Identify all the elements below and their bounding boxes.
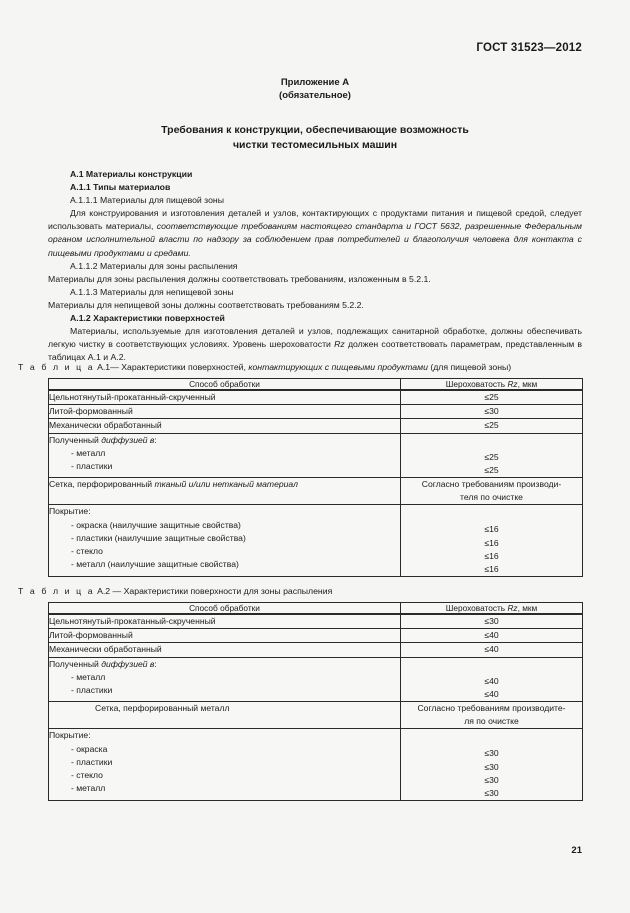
page-title-line-2: чистки тестомесильных машин (232, 139, 398, 151)
table-a1-r6-method-title: Покрытие: (49, 506, 91, 517)
table-a2-r4-prefix: Полученный (49, 658, 102, 669)
table-a2-col-roughness-symbol: Rz (507, 603, 518, 613)
table-row (49, 702, 583, 729)
section-heading-a1-2: А.1.2 Характеристики поверхностей (70, 313, 225, 324)
table-a2-r4-sub-1: - металл (71, 671, 106, 682)
paragraph-a1-2-part-2: должен соответствовать параметрам, представленным в таблицах А.1 и А.2. (48, 339, 583, 363)
paragraph-a1-1-3: Материалы для непищевой зоны должны соответствовать требованиям 5.2.2. (48, 299, 364, 310)
table-row (49, 433, 583, 477)
table-a2-r5-value-line-2: ля по очистке (464, 716, 519, 727)
annex-heading-block (48, 76, 582, 102)
table-row (49, 478, 583, 505)
table-a2-r6-values (401, 729, 583, 801)
table-a1-r6-value-2: ≤16 (484, 537, 499, 548)
table-row (49, 614, 583, 629)
table-a2-col-roughness-prefix: Шероховатость (445, 603, 508, 613)
table-a1-r2-method: Литой-формованный (49, 405, 401, 419)
table-a2-r4-value-2: ≤40 (484, 688, 499, 699)
table-a2-col-roughness (401, 603, 583, 615)
table-a1-r1-method: Цельнотянутый-прокатанный-скрученный (49, 390, 401, 405)
annex-label: Приложение А (280, 77, 350, 88)
table-a2-r6-value-2: ≤30 (484, 761, 499, 772)
table-a1-r5-value-line-1: Согласно требованиям производи- (421, 479, 562, 490)
table-a2-r4-values (401, 657, 583, 701)
table-a1-r5-method (49, 478, 401, 505)
table-a2-r6-sub-2: - пластики (71, 756, 113, 767)
table-a2-r6-sub-3: - стекло (71, 770, 103, 781)
section-heading-a1-1: А.1.1 Типы материалов (70, 182, 171, 193)
paragraph-a1-2 (48, 325, 582, 364)
table-a2-r3-value: ≤40 (401, 643, 583, 657)
table-a2-r5-value (401, 702, 583, 729)
table-a1-r6-method (49, 505, 401, 577)
table-a2-r3-method: Механически обработанный (49, 643, 401, 657)
table-a2-r6-method (49, 729, 401, 801)
table-a2-r6-value-3: ≤30 (484, 774, 499, 785)
table-a1-header-row (49, 379, 583, 391)
page-number: 21 (571, 845, 582, 856)
table-a1-r6-value-1: ≤16 (484, 524, 499, 535)
table-row (49, 729, 583, 801)
table-a1-col-roughness-prefix: Шероховатость (445, 379, 508, 389)
section-heading-a1-1-1: А.1.1.1 Материалы для пищевой зоны (70, 195, 224, 206)
table-a1-r4-italic: диффузией в (101, 434, 155, 445)
table-a1-r4-method-title (49, 434, 400, 447)
table-a1-r3-value: ≤25 (401, 419, 583, 433)
table-a2-r5-value-line-1: Согласно требованиям производите- (417, 703, 566, 714)
paragraph-a1-1-2: Материалы для зоны распыления должны соответствовать требованиям, изложенным в 5.2.1. (48, 273, 431, 284)
table-a1-caption-text-1: Характеристики поверхностей, (118, 362, 249, 372)
table-a2-r2-value: ≤40 (401, 629, 583, 643)
table-a1-col-roughness (401, 379, 583, 391)
table-a1-r4-prefix: Полученный (49, 434, 102, 445)
table-a2-col-roughness-suffix: , мкм (517, 603, 538, 613)
table-a2-r2-method: Литой-формованный (49, 629, 401, 643)
table-a2-r4-method-title (49, 658, 400, 671)
table-a1-r6-sub-4: - металл (наилучшие защитные свойства) (71, 559, 239, 570)
table-a1-r3-method: Механически обработанный (49, 419, 401, 433)
section-heading-a1-1-2: А.1.1.2 Материалы для зоны распыления (70, 260, 238, 271)
table-a1-r4-value-2: ≤25 (484, 464, 499, 475)
table-a1-r6-sub-1: - окраска (наилучшие защитные свойства) (71, 519, 241, 530)
document-header-standard-ref: ГОСТ 31523—2012 (476, 42, 582, 54)
table-a1-caption-label: Т а б л и ц а (18, 362, 95, 372)
table-a1-r2-value: ≤30 (401, 405, 583, 419)
table-a1-caption (18, 361, 511, 373)
table-a1-r6-sub-2: - пластики (наилучшие защитные свойства) (71, 532, 246, 543)
table-a1-r6-value-4: ≤16 (484, 564, 499, 575)
table-a1-caption-number: А.1— (97, 362, 119, 372)
section-heading-a1: А.1 Материалы конструкции (70, 169, 193, 179)
table-a2-r4-method (49, 657, 401, 701)
table-a2-col-method: Способ обработки (49, 603, 401, 615)
table-a1-caption-text-2: (для пищевой зоны) (427, 362, 512, 372)
table-a2-r6-method-title: Покрытие: (49, 730, 91, 741)
table-a1-r6-values (401, 505, 583, 577)
paragraph-a1-1-1 (48, 207, 582, 259)
table-a1-col-method: Способ обработки (49, 379, 401, 391)
table-row (49, 643, 583, 657)
table-a1-r5-italic: тканый и/или нетканый материал (154, 479, 298, 490)
table-a1-col-roughness-symbol: Rz (507, 379, 518, 389)
table-a1-r5-prefix: Сетка, перфорированный (49, 479, 155, 490)
table-a1-r4-suffix: : (154, 434, 157, 445)
table-a2-r6-value-4: ≤30 (484, 788, 499, 799)
table-a2-r1-method: Цельнотянутый-прокатанный-скрученный (49, 614, 401, 629)
table-a1 (48, 378, 583, 577)
table-a2-caption-text: Характеристики поверхности для зоны распыления (121, 586, 333, 596)
document-body (48, 168, 582, 364)
section-heading-a1-1-3: А.1.1.3 Материалы для непищевой зоны (70, 286, 234, 297)
table-a1-caption-text-italic: контактирующих с пищевыми продуктами (248, 362, 428, 372)
table-a2-r6-sub-1: - окраска (71, 743, 108, 754)
table-a1-r6-value-3: ≤16 (484, 550, 499, 561)
table-a2-r1-value: ≤30 (401, 614, 583, 629)
table-a1-r4-method (49, 433, 401, 477)
page-title (68, 123, 562, 153)
table-a1-r4-values (401, 433, 583, 477)
table-a2-r4-italic: диффузией в (101, 658, 155, 669)
table-a2-r6-sub-4: - металл (71, 783, 106, 794)
table-a2-r4-suffix: : (154, 658, 157, 669)
table-a1-r1-value: ≤25 (401, 390, 583, 405)
annex-obligation: (обязательное) (279, 90, 351, 101)
table-a2-r5-method: Сетка, перфорированный металл (49, 702, 401, 729)
table-a1-r4-value-1: ≤25 (484, 451, 499, 462)
page-title-line-1: Требования к конструкции, обеспечивающие возможность (161, 124, 469, 136)
table-a2-header-row (49, 603, 583, 615)
table-a1-r5-value-line-2: теля по очистке (460, 492, 523, 503)
table-a1-r4-sub-2: - пластики (71, 461, 113, 472)
table-row (49, 505, 583, 577)
table-row (49, 657, 583, 701)
table-a2-caption-number: А.2 — (97, 586, 122, 596)
table-a2-caption-label: Т а б л и ц а (18, 586, 95, 596)
table-a1-col-roughness-suffix: , мкм (517, 379, 538, 389)
table-a2-r4-value-1: ≤40 (484, 675, 499, 686)
table-a2-caption (18, 585, 332, 597)
table-a2-r6-value-1: ≤30 (484, 748, 499, 759)
table-a2 (48, 602, 583, 801)
paragraph-a1-1-1-plain: Для конструирования и изготовления деталей и узлов, контактирующих с продуктами питания и пищевой средой, следует использовать материалы, (48, 208, 582, 232)
table-a1-r6-sub-3: - стекло (71, 546, 103, 557)
table-a1-r4-sub-1: - металл (71, 447, 106, 458)
paragraph-a1-2-part-1: Материалы, используемые для изготовления деталей и узлов, подлежащих санитарной обработке, должны обеспечивать легкую чистку в соответствующих условиях. Уровень шероховатости (48, 326, 582, 350)
table-row (49, 629, 583, 643)
table-a2-r4-sub-2: - пластики (71, 685, 113, 696)
table-row (49, 405, 583, 419)
paragraph-a1-2-symbol-rz: Rz (334, 339, 345, 350)
table-row (49, 390, 583, 405)
paragraph-a1-1-1-italic: соответствующие требованиям настоящего стандарта и ГОСТ 5632, разрешенные Федеральным органом исполнительной власти по надзору за соблюдением прав потребителей и благополучия человека для контакта с пищевыми продуктами и средами. (48, 221, 582, 258)
table-row (49, 419, 583, 433)
table-a1-r5-value (401, 478, 583, 505)
